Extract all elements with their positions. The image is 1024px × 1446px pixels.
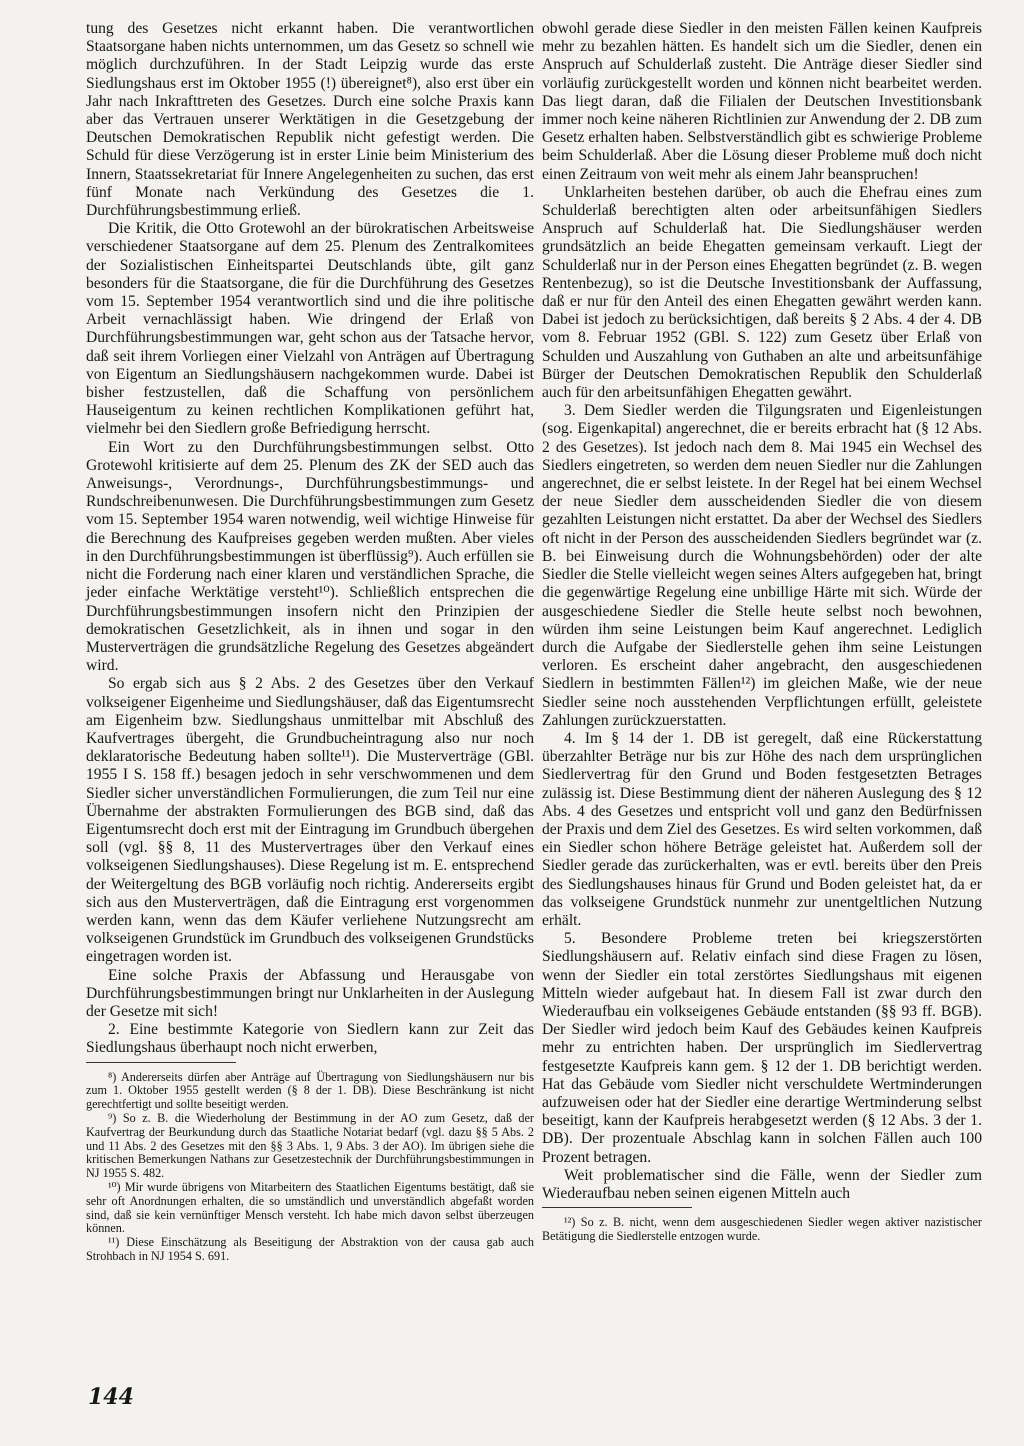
footnote-divider	[86, 1062, 236, 1063]
body-paragraph: Eine solche Praxis der Abfassung und Herausgabe von Durchführungsbestimmungen bringt nur Unklarheiten in der Auslegung der Gesetze mit sich!	[86, 966, 534, 1020]
body-paragraph: 4. Im § 14 der 1. DB ist geregelt, daß eine Rückerstattung überzahlter Beträge nur bis zur Höhe des nach dem ursprünglichen Siedlervertrag für den Grund und Boden festgesetzten Betrages zulässig ist. Diese Bestimmung dient der näheren Auslegung des § 12 Abs. 4 des Gesetzes und entspricht voll und ganz den Bedürfnissen der Praxis und dem Ziel des Gesetzes. Es wird selten vorkommen, daß ein Siedler schon höhere Beträge geleistet hat. Außerdem soll der Siedler gerade das zurückerhalten, was er evtl. bereits über den Preis des Siedlungshauses hinaus für Grund und Boden geleistet hat, da er das volkseigene Grundstück nunmehr zur unentgeltlichen Nutzung erhält.	[542, 729, 982, 929]
left-column	[86, 20, 534, 1264]
footnote: ¹¹) Diese Einschätzung als Beseitigung der Abstraktion von der causa gab auch Strohbach in NJ 1954 S. 691.	[86, 1235, 534, 1263]
footnotes	[86, 1071, 534, 1264]
body-paragraph: obwohl gerade diese Siedler in den meisten Fällen keinen Kaufpreis mehr zu bezahlen hätten. Es handelt sich um die Siedler, denen ein Anspruch auf Schulderlaß zusteht. Die Anträge dieser Siedler sind vorläufig zurückgestellt worden und können nicht bearbeitet werden. Das liegt daran, daß die Filialen der Deutschen Investitionsbank immer noch keine näheren Richtlinien zur Anwendung der 2. DB zum Gesetz erhalten haben. Selbstverständlich gibt es schwierige Probleme beim Schulderlaß. Aber die Lösung dieser Probleme muß doch nicht einen Zeitraum von weit mehr als einem Jahr beanspruchen!	[542, 20, 982, 183]
body-paragraph: 5. Besondere Probleme treten bei kriegszerstörten Siedlungshäusern auf. Relativ einfach sind diese Fragen zu lösen, wenn der Siedler ein total zerstörtes Siedlungshaus mit eigenen Mitteln wieder aufgebaut hat. In diesem Fall ist zwar durch den Wiederaufbau ein volkseigenes Gebäude entstanden (§§ 93 ff. BGB). Der Siedler wird jedoch beim Kauf des Gebäudes keinen Kaufpreis mehr zu entrichten haben. Der ursprünglich im Siedlervertrag festgesetzte Kaufpreis kann gem. § 12 der 1. DB berichtigt werden. Hat das Gebäude vom Siedler nicht verschuldete Wertminderungen aufzuweisen oder hat der Siedler eine derartige Wertminderung selbst beseitigt, kann der Kaufpreis herabgesetzt werden (§ 12 Abs. 3 der 1. DB). Der prozentuale Abschlag kann in solchen Fällen auch 100 Prozent betragen.	[542, 930, 982, 1166]
body-paragraph: tung des Gesetzes nicht erkannt haben. Die verantwortlichen Staatsorgane haben nichts unternommen, um das Gesetz so schnell wie möglich durchzuführen. In der Stadt Leipzig wurde das erste Siedlungshaus erst im Oktober 1955 (!) übereignet⁸), also erst über ein Jahr nach Inkrafttreten des Gesetzes. Durch eine solche Praxis kann aber das Vertrauen unserer Werktätigen in die Gesetzgebung der Deutschen Demokratischen Republik nicht gefestigt werden. Die Schuld für diese Verzögerung ist in erster Linie beim Ministerium des Innern, Staatssekretariat für Innere Angelegenheiten zu suchen, das erst fünf Monate nach Verkündung des Gesetzes die 1. Durchführungsbestimmung erließ.	[86, 20, 534, 220]
right-column	[542, 20, 982, 1244]
body-paragraph: Die Kritik, die Otto Grotewohl an der bürokratischen Arbeitsweise verschiedener Staatsorgane auf dem 25. Plenum des Zentralkomitees der Sozialistischen Einheitspartei Deutschlands übte, gilt ganz besonders für die Staatsorgane, die für die Durchführung des Gesetzes vom 15. September 1954 verantwortlich sind und die ihre politische Arbeit vernachlässigt haben. Wie dringend der Erlaß von Durchführungsbestimmungen war, geht schon aus der Tatsache hervor, daß seit ihrem Vorliegen einer Vielzahl von Anträgen auf Übertragung von Eigentum an Siedlungshäusern nachgekommen wurde. Dabei ist bisher festzustellen, daß die Schaffung von persönlichem Hauseigentum zu keinen rechtlichen Komplikationen geführt hat, vielmehr bei den Siedlern große Befriedigung herrscht.	[86, 220, 534, 438]
body-paragraph: Weit problematischer sind die Fälle, wenn der Siedler zum Wiederaufbau neben seinen eigenen Mitteln auch	[542, 1166, 982, 1202]
body-paragraph: So ergab sich aus § 2 Abs. 2 des Gesetzes über den Verkauf volkseigener Eigenheime und Siedlungshäuser, daß das Eigentumsrecht am Eigenheim bzw. Siedlungshaus unmittelbar mit Abschluß des Kaufvertrages übergeht, die Grundbucheintragung also nur noch deklaratorische Bedeutung haben sollte¹¹). Die Musterverträge (GBl. 1955 I S. 158 ff.) besagen jedoch in sehr verschwommenen und dem Siedler sicher unverständlichen Formulierungen, die zum Teil nur eine Übernahme der abstrakten Formulierungen des BGB sind, daß das Eigentumsrecht doch erst mit der Eintragung im Grundbuch übergehen soll (vgl. §§ 8, 11 des Mustervertrages über den Verkauf eines volkseigenen Siedlungshauses). Diese Regelung ist m. E. entsprechend der Weitergeltung des BGB vorläufig noch richtig. Andererseits ergibt sich aus den Musterverträgen, daß die Eintragung erst vorgenommen werden kann, wenn das dem Käufer verliehene Nutzungsrecht am volkseigenen Grundstück im Grundbuch des volkseigenen Grundstücks eingetragen worden ist.	[86, 675, 534, 966]
footnote: ¹²) So z. B. nicht, wenn dem ausgeschiedenen Siedler wegen aktiver nazistischer Betätigung die Siedlerstelle entzogen wurde.	[542, 1215, 982, 1243]
footnote-divider	[542, 1207, 692, 1208]
body-paragraph: Unklarheiten bestehen darüber, ob auch die Ehefrau eines zum Schulderlaß berechtigten alten oder arbeitsunfähigen Siedlers Anspruch auf Schulderlaß hat. Die Siedlungshäuser werden grundsätzlich an beide Ehegatten gemeinsam verkauft. Liegt der Schulderlaß nur in der Person eines Ehegatten begründet (z. B. wegen Rentenbezug), so ist die Deutsche Investitionsbank der Auffassung, daß er nur für den Anteil des einen Ehegatten gewährt werden kann. Dabei ist jedoch zu berücksichtigen, daß bereits § 2 Abs. 4 der 4. DB vom 8. Februar 1952 (GBl. S. 122) zum Gesetz über Erlaß von Schulden und Auszahlung von Guthaben an alte und arbeitsunfähige Bürger der Deutschen Demokratischen Republik den Schulderlaß auch für den arbeitsunfähigen Ehegatten gewährt.	[542, 183, 982, 402]
footnote: ⁸) Andererseits dürfen aber Anträge auf Übertragung von Siedlungshäusern nur bis zum 1. Oktober 1955 gestellt werden (§ 8 der 1. DB). Diese Beschränkung ist nicht gerechtfertigt und sollte beseitigt werden.	[86, 1069, 534, 1112]
body-paragraph: Ein Wort zu den Durchführungsbestimmungen selbst. Otto Grotewohl kritisierte auf dem 25. Plenum des ZK der SED auch das Anweisungs-, Verordnungs-, Durchführungsbestimmungs- und Rundschreibenunwesen. Die Durchführungsbestimmungen zum Gesetz vom 15. September 1954 waren notwendig, weil wichtige Hinweise für die Berechnung des Kaufpreises gegeben werden mußten. Aber vieles in den Durchführungsbestimmungen ist überflüssig⁹). Auch erfüllen sie nicht die Forderung nach einer klaren und verständlichen Sprache, die jeder einfache Werktätige versteht¹⁰). Schließlich entsprechen die Durchführungsbestimmungen insofern nicht den Prinzipien der demokratischen Gesetzlichkeit, als in ihnen und sogar in den Musterverträgen die grundsätzliche Regelung des Gesetzes abgeändert wird.	[86, 438, 534, 675]
footnotes	[542, 1216, 982, 1244]
footnote: ⁹) So z. B. die Wiederholung der Bestimmung in der AO zum Gesetz, daß der Kaufvertrag der Beurkundung durch das Staatliche Notariat bedarf (vgl. dazu §§ 5 Abs. 2 und 11 Abs. 2 des Gesetzes mit den §§ 3 Abs. 1, 9 Abs. 3 der AO). Im übrigen siehe die kritischen Bemerkungen Nathans zur Gesetzestechnik der Durchführungsbestimmungen in NJ 1955 S. 482.	[86, 1110, 534, 1181]
page-number: 144	[88, 1384, 134, 1410]
body-paragraph: 3. Dem Siedler werden die Tilgungsraten und Eigenleistungen (sog. Eigenkapital) angerechnet, die er bereits erbracht hat (§ 12 Abs. 2 des Gesetzes). Ist jedoch nach dem 8. Mai 1945 ein Wechsel des Siedlers eingetreten, so werden dem neuen Siedler nur die Zahlungen angerechnet, die er selbst leistete. In der Regel hat bei einem Wechsel der neue Siedler dem ausscheidenden Siedler die von diesem gezahlten Leistungen nicht erstattet. Da aber der Wechsel des Siedlers oft nicht in der Person des ausscheidenden Siedlers begründet war (z. B. bei Einweisung durch die Wohnungsbehörden) oder der alte Siedler die Stelle vielleicht wegen seines Alters aufgegeben hat, bringt die gegenwärtige Regelung eine unbillige Härte mit sich. Würde der ausgeschiedene Siedler die Stelle heute selbst noch bewohnen, würden ihm seine Leistungen beim Kauf angerechnet. Lediglich durch die Aufgabe der Siedlerstelle gehen ihm seine Leistungen verloren. Es erscheint daher angebracht, den ausgeschiedenen Siedlern in bestimmten Fällen¹²) im gleichen Maße, wie der neue Siedler seine noch ausstehenden Verpflichtungen erfüllt, geleistete Zahlungen zurückzuerstatten.	[542, 402, 982, 729]
footnote: ¹⁰) Mir wurde übrigens von Mitarbeitern des Staatlichen Eigentums bestätigt, daß sie sehr oft Anordnungen erhalten, die so umständlich und unverständlich abgefaßt worden sind, daß sie kein vernünftiger Mensch versteht. Ich habe mich davon selbst überzeugen können.	[86, 1179, 534, 1236]
body-paragraph: 2. Eine bestimmte Kategorie von Siedlern kann zur Zeit das Siedlungshaus überhaupt noch nicht erwerben,	[86, 1021, 534, 1057]
